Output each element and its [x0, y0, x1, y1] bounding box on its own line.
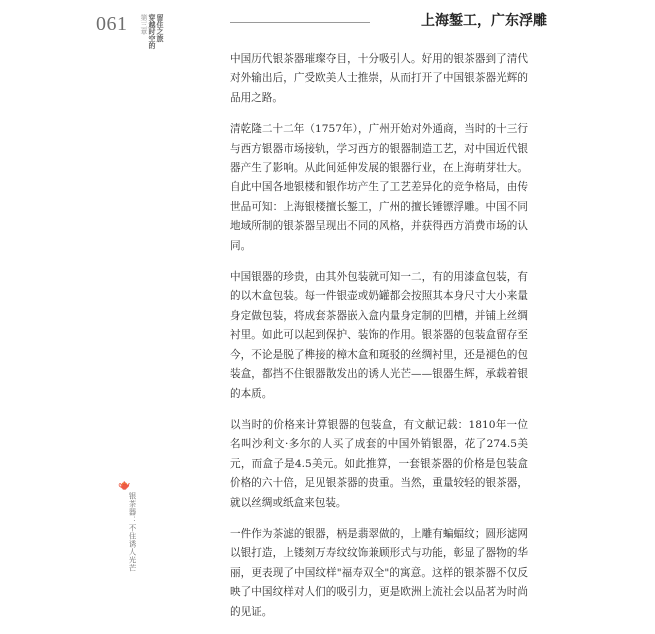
paragraph: 清乾隆二十二年（1757年），广州开始对外通商，当时的十三行与西方银器市场接轨，学习西方的银器制造工艺，对中国近代银器产生了影响。从此间延伸发展的银器行业，在上海萌芽壮大。自此中国各地银楼和银作坊产生了工艺差异化的竞争格局，由传世品可知：上海银楼擅长錾工，广州的擅长锤镖浮雕。中国不同地域所制的银茶器呈现出不同的风格，并获得西方消费市场的认同。: [230, 123, 528, 252]
paragraph: 以当时的价格来计算银器的包装盒，有文献记载：1810年一位名叫沙利文·多尔的人买了成套的中国外销银器，花了274.5美元，而盒子是4.5美元。如此推算，一套银茶器的价格是包装盒价格的六十倍，足见银茶器的贵重。当然，重量较轻的银茶器，就以丝绸或纸盒来包装。: [230, 418, 528, 509]
teapot-icon: 🫖: [118, 480, 131, 491]
section-title: 上海錾工，广东浮雕: [421, 13, 547, 29]
sidebar-running-title: 银茶器：不住诱人光芒: [128, 492, 137, 572]
chapter-title-line-2: 留住之旅: [156, 14, 165, 42]
paragraph: 一件作为茶滤的银器，柄是翡翠做的，上雕有蝙蝠纹；圆形滤网以银打造，上镂刻万寿纹纹饰兼顾形式与功能，彰显了器物的华丽，更表现了中国纹样"福寿双全"的寓意。这样的银茶器不仅反映了中国纹样对人们的吸引力，更是欧洲上流社会以品茗为时尚的见证。: [230, 527, 528, 618]
chapter-number: 第三章: [140, 14, 148, 35]
chapter-title-line-1: 穿越时空的: [148, 14, 157, 49]
paragraph: 中国历代银茶器璀璨夺目，十分吸引人。好用的银茶器到了清代对外输出后，广受欧美人士推崇，从而打开了中国银茶器光辉的品用之路。: [230, 53, 528, 104]
page-number: 061: [96, 13, 128, 35]
body-text: [230, 50, 528, 634]
paragraph: 中国银器的珍贵，由其外包装就可知一二，有的用漆盒包装，有的以木盒包装。每一件银壶或奶罐都会按照其本身尺寸大小来量身定做包装，将成套茶器嵌入盒内量身定制的凹槽，并铺上丝绸衬里。如此可以起到保护、装饰的作用。银茶器的包装盒留存至今，不论是脱了榫接的樟木盒和斑驳的丝绸衬里，还是褪色的包装盒，都挡不住银器散发出的诱人光芒——银器生辉，承载着银的本质。: [230, 271, 528, 400]
header-rule: [230, 22, 370, 23]
